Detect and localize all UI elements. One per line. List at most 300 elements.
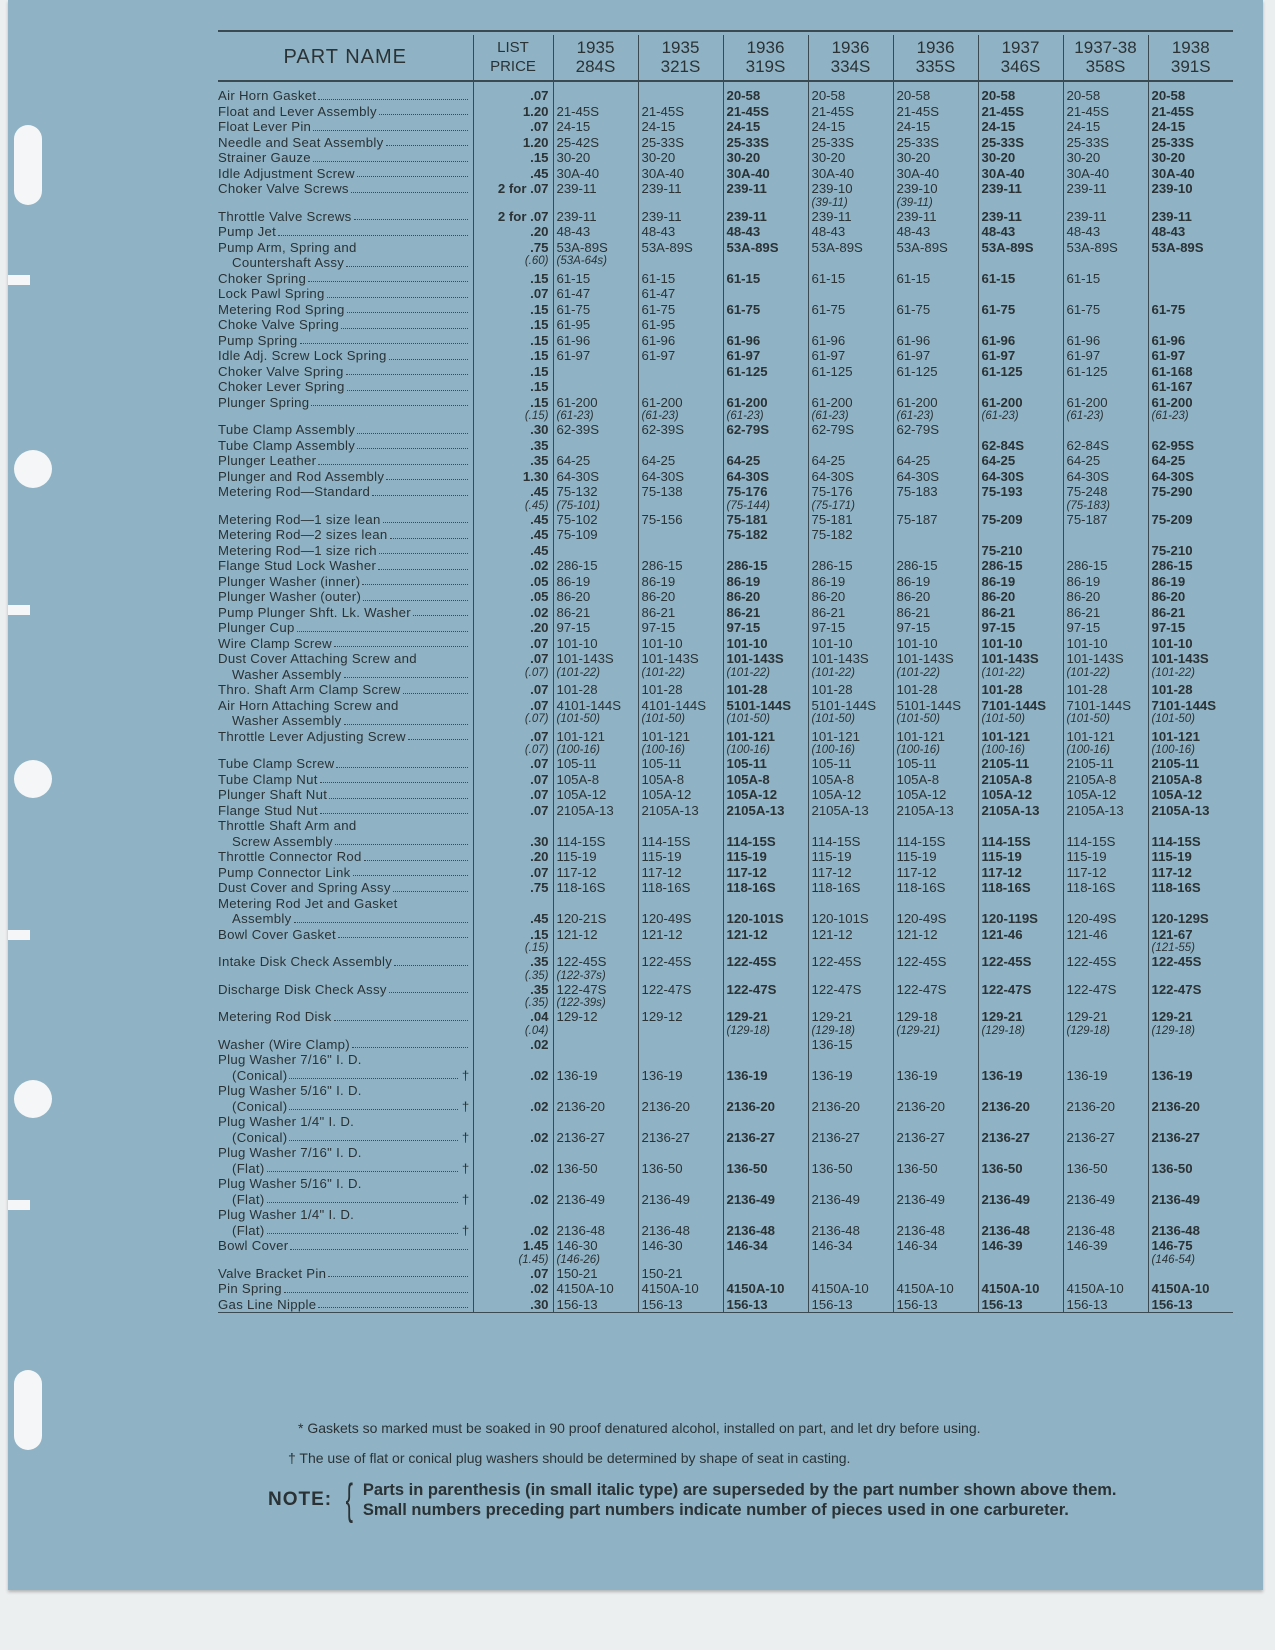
part-number-cell [1148, 209, 1233, 225]
part-number-cell [1063, 166, 1148, 182]
part-number-cell [893, 620, 978, 636]
spacer [897, 1207, 975, 1223]
part-number-cell [638, 1009, 723, 1037]
part-number-cell [723, 119, 808, 135]
superseded-part-number: (101-50) [811, 713, 855, 725]
part-number-cell [893, 865, 978, 881]
part-name-text: Valve Bracket Pin [218, 1265, 327, 1281]
leader-dots [362, 574, 467, 586]
part-number: 118-16S [1066, 880, 1116, 895]
part-number-cell [638, 818, 723, 849]
leader-dots [294, 911, 468, 923]
part-number-cell [723, 1266, 808, 1282]
part-name-text: Plug Washer 1/4" I. D. [218, 1207, 355, 1222]
part-name-cell [218, 880, 473, 896]
part-number-cell [893, 333, 978, 349]
spacer [642, 1114, 720, 1130]
part-number-cell [723, 469, 808, 485]
part-number: 4150A-10 [1066, 1281, 1124, 1296]
part-number-cell [553, 682, 638, 698]
part-number-cell [808, 104, 893, 120]
part-number: 105A-12 [981, 787, 1033, 802]
part-name-text: Thro. Shaft Arm Clamp Screw [218, 682, 401, 697]
part-number-cell [1148, 880, 1233, 896]
part-name-cell [218, 1207, 473, 1238]
part-number: 129-21 [981, 1009, 1023, 1024]
table-row [218, 982, 1233, 1010]
part-number: 122-45S [726, 954, 777, 969]
spacer [982, 1052, 1060, 1068]
part-number: 117-12 [556, 864, 597, 880]
part-number-cell [553, 1281, 638, 1297]
leader-dots [329, 787, 467, 799]
part-number: 239-11 [726, 208, 767, 224]
part-number-cell [638, 982, 723, 1010]
model-year: 1936 [916, 38, 955, 57]
part-number: 2105A-8 [1066, 771, 1117, 787]
part-number: 75-209 [981, 511, 1023, 527]
part-number: 2136-48 [641, 1222, 690, 1238]
table-header-row [218, 35, 1233, 81]
spacer [897, 1052, 975, 1068]
part-number: 24-15 [981, 119, 1016, 134]
part-name-text: Plug Washer 7/16" I. D. [218, 1145, 362, 1160]
part-number-cell [638, 1114, 723, 1145]
part-number-cell [723, 605, 808, 621]
table-row [218, 209, 1233, 225]
part-number-cell [723, 927, 808, 955]
part-number-cell [808, 787, 893, 803]
part-number-cell [893, 209, 978, 225]
superseded-part-number: (101-50) [896, 713, 940, 725]
spacer [1067, 1207, 1145, 1223]
part-number: 115-19 [1151, 849, 1192, 864]
part-number-cell [1148, 379, 1233, 395]
part-number-cell [723, 317, 808, 333]
model-year: 1937-38 [1074, 38, 1137, 57]
superseded-price: (.04) [524, 1024, 549, 1037]
part-name-line [218, 166, 470, 182]
part-number: 20-58 [981, 88, 1016, 103]
list-price-cell [473, 453, 553, 469]
table-row [218, 271, 1233, 287]
part-number: 105A-12 [811, 787, 862, 802]
superseded-part-number: (122-37s) [556, 969, 606, 982]
part-number-cell [1148, 348, 1233, 364]
part-number-cell [1063, 512, 1148, 528]
part-number-cell [638, 302, 723, 318]
list-price-cell [473, 605, 553, 621]
superseded-part-number: (101-50) [556, 713, 600, 725]
part-number-cell [1148, 1281, 1233, 1297]
part-number: 61-200 [1151, 394, 1193, 410]
list-price-cell [473, 880, 553, 896]
leader-dots [378, 558, 467, 570]
part-number-cell [553, 849, 638, 865]
part-number-cell [1148, 1009, 1233, 1037]
part-name-cell [218, 438, 473, 454]
part-name-cell [218, 543, 473, 559]
part-number: 101-121 [556, 728, 605, 744]
list-price-header-line: LIST [497, 39, 529, 56]
model-number: 391S [1170, 57, 1211, 76]
table-row [218, 166, 1233, 182]
leader-dots [313, 150, 468, 162]
spacer [727, 818, 805, 834]
part-number: 75-181 [811, 511, 853, 527]
leader-dots [393, 880, 468, 892]
part-name-text: Lock Pawl Spring [218, 286, 325, 301]
part-number: 4150A-10 [641, 1281, 699, 1296]
part-number-cell [638, 927, 723, 955]
part-number-cell [978, 348, 1063, 364]
part-number: 2136-20 [1066, 1098, 1115, 1114]
part-number: 136-15 [811, 1036, 853, 1052]
part-number-cell [638, 574, 723, 590]
part-number-cell [638, 240, 723, 271]
part-number-cell [893, 527, 978, 543]
superseded-part-number: (121-55) [1151, 942, 1195, 954]
spacer [557, 1145, 635, 1161]
part-number-cell [638, 364, 723, 380]
price-value: 1.30 [522, 468, 549, 484]
price-value: .15 [530, 394, 549, 410]
leader-dots [318, 1297, 467, 1309]
part-number-cell [1063, 271, 1148, 287]
part-number-cell [638, 589, 723, 605]
part-name-cell [218, 1176, 473, 1207]
part-number-cell [553, 1176, 638, 1207]
part-number-cell [723, 150, 808, 166]
part-number-cell [723, 333, 808, 349]
binder-hole [14, 1080, 52, 1118]
part-number: 286-15 [896, 558, 938, 573]
list-price-cell [473, 849, 553, 865]
spacer [1067, 896, 1145, 912]
part-number: 61-95 [556, 317, 591, 332]
part-number: 61-96 [1151, 332, 1186, 348]
part-number-cell [723, 620, 808, 636]
list-price-cell [473, 379, 553, 395]
part-number-cell [978, 927, 1063, 955]
part-number: 64-30S [641, 468, 685, 484]
part-number-cell [553, 317, 638, 333]
list-price-header-line: PRICE [490, 58, 536, 75]
part-number-cell [553, 620, 638, 636]
superseded-part-number: (100-16) [556, 744, 600, 756]
part-number-cell [808, 756, 893, 772]
part-number-cell [723, 1297, 808, 1313]
leader-dots [390, 527, 468, 539]
part-number-cell [808, 333, 893, 349]
list-price-cell [473, 527, 553, 543]
part-number-cell [1063, 849, 1148, 865]
part-number-cell [978, 1176, 1063, 1207]
part-number-cell [808, 453, 893, 469]
spacer [1152, 1114, 1231, 1130]
part-number: 86-20 [981, 589, 1016, 604]
part-number-cell [893, 896, 978, 927]
part-number-cell [1148, 422, 1233, 438]
leader-dots [300, 333, 468, 345]
part-number: 101-10 [1066, 635, 1108, 651]
list-price-cell [473, 484, 553, 512]
part-name-line [218, 422, 470, 438]
price-value: .07 [530, 787, 549, 802]
part-number: 64-25 [981, 453, 1016, 468]
part-number-cell [723, 1009, 808, 1037]
part-number-cell [808, 1145, 893, 1176]
part-number: 61-96 [556, 332, 591, 348]
part-name-cell [218, 286, 473, 302]
part-number-cell [893, 286, 978, 302]
part-name-cell [218, 803, 473, 819]
leader-dots [386, 469, 467, 481]
leader-dots [357, 438, 467, 450]
part-number-cell [553, 453, 638, 469]
part-name-cell [218, 927, 473, 955]
part-number: 30-20 [1151, 150, 1186, 165]
table-row [218, 240, 1233, 271]
part-number: 2136-20 [726, 1098, 775, 1114]
part-number-cell [893, 1083, 978, 1114]
part-number-cell [553, 181, 638, 209]
part-name-cell [218, 348, 473, 364]
part-number-cell [1148, 1207, 1233, 1238]
part-number-cell [638, 682, 723, 698]
superseded-part-number: (75-144) [726, 499, 770, 512]
table-row [218, 803, 1233, 819]
part-number-cell [893, 150, 978, 166]
part-number: 61-96 [981, 332, 1016, 348]
part-number: 101-10 [1151, 635, 1193, 651]
table-row [218, 484, 1233, 512]
part-name-text: Idle Adj. Screw Lock Spring [218, 348, 387, 363]
price-value: 1.20 [522, 134, 549, 150]
part-number: 61-15 [726, 270, 761, 286]
part-name-line [218, 1192, 470, 1208]
part-name-cell [218, 698, 473, 729]
part-name-text: Plunger Shaft Nut [218, 787, 328, 802]
part-number-cell [723, 271, 808, 287]
spacer [642, 896, 720, 912]
part-number: 2136-48 [726, 1222, 775, 1238]
part-number-cell [1063, 620, 1148, 636]
part-number: 61-75 [726, 301, 761, 317]
part-name-cell [218, 756, 473, 772]
part-number-cell [723, 896, 808, 927]
list-price-cell [473, 150, 553, 166]
part-number: 53A-89S [726, 239, 779, 255]
model-year: 1936 [831, 38, 870, 57]
superseded-part-number: (129-18) [726, 1024, 770, 1037]
table-row [218, 1176, 1233, 1207]
superseded-part-number: (100-16) [641, 744, 685, 756]
part-name-text: Air Horn Attaching Screw and [218, 697, 399, 713]
part-name-cell [218, 150, 473, 166]
part-number-cell [808, 422, 893, 438]
part-number: 136-50 [1066, 1160, 1108, 1176]
spacer [477, 1145, 549, 1161]
part-name-text: (Conical) [232, 1098, 288, 1114]
note-line: Parts in parenthesis (in small italic type) are superseded by the part number shown above them. [362, 1481, 1117, 1499]
part-number: 4150A-10 [1151, 1281, 1210, 1296]
leader-dots [328, 1266, 467, 1278]
part-number: 61-200 [896, 394, 938, 410]
part-name-line [218, 484, 470, 500]
part-number-cell [1063, 772, 1148, 788]
part-number: 136-19 [1151, 1067, 1193, 1083]
part-number-cell [978, 512, 1063, 528]
part-number-cell [638, 1176, 723, 1207]
part-number: 101-143S [556, 651, 614, 666]
part-name-text: Pump Jet [218, 224, 277, 239]
part-name-line [218, 834, 470, 850]
list-price-cell [473, 787, 553, 803]
model-year: 1938 [1171, 38, 1210, 57]
part-number: 25-33S [726, 134, 770, 150]
leader-dots [357, 166, 468, 178]
spacer [812, 1083, 890, 1099]
spacer [727, 896, 805, 912]
part-number: 120-129S [1151, 911, 1209, 926]
part-number-cell [978, 1009, 1063, 1037]
part-number: 105A-8 [896, 771, 940, 787]
part-name-text: Washer Assembly [232, 713, 342, 728]
part-number: 136-19 [1066, 1067, 1108, 1083]
price-value: .30 [530, 1296, 549, 1312]
list-price-cell [473, 240, 553, 271]
part-number: 75-132 [556, 484, 598, 499]
part-number: 48-43 [981, 224, 1016, 239]
superseded-part-number: (101-50) [981, 713, 1025, 725]
superseded-price: (.07) [524, 744, 549, 756]
part-number: 7101-144S [981, 697, 1047, 713]
part-name-cell [218, 849, 473, 865]
part-number-cell [1148, 1176, 1233, 1207]
part-name-line [218, 574, 470, 590]
part-number-cell [638, 119, 723, 135]
part-name-text: (Flat) [232, 1160, 265, 1176]
part-number-cell [638, 543, 723, 559]
price-value: .15 [530, 270, 549, 286]
part-number: 2136-49 [641, 1191, 690, 1207]
part-number: 75-156 [641, 511, 683, 527]
part-number: 146-39 [981, 1238, 1023, 1253]
part-number-cell [553, 589, 638, 605]
list-price-cell [473, 1281, 553, 1297]
part-number: 2105-11 [1066, 756, 1114, 771]
part-number: 105A-12 [1151, 787, 1203, 802]
part-number: 61-200 [981, 394, 1023, 410]
part-number-cell [638, 756, 723, 772]
part-number: 5101-144S [811, 697, 877, 713]
part-number-cell [893, 1037, 978, 1053]
part-number: 2136-27 [811, 1129, 860, 1145]
list-price-cell [473, 1052, 553, 1083]
part-number-cell [1148, 865, 1233, 881]
part-number-cell [808, 1009, 893, 1037]
part-number-cell [1148, 605, 1233, 621]
part-number: 75-248 [1066, 484, 1108, 499]
part-number-cell [638, 104, 723, 120]
superseded-part-number: (100-16) [896, 744, 940, 756]
part-number-cell [808, 438, 893, 454]
part-number-cell [893, 348, 978, 364]
part-number-cell [1148, 395, 1233, 423]
table-row [218, 512, 1233, 528]
part-number: 121-12 [556, 926, 598, 942]
part-number: 101-121 [1066, 728, 1115, 744]
leader-dots [347, 302, 468, 314]
spacer [642, 1207, 720, 1223]
model-column-header [723, 35, 808, 81]
price-value: .35 [530, 981, 549, 997]
part-number-cell [723, 651, 808, 682]
part-number-cell [1148, 772, 1233, 788]
model-year: 1935 [576, 38, 615, 57]
part-number-cell [553, 1083, 638, 1114]
superseded-part-number: (101-50) [726, 713, 770, 725]
part-number: 25-33S [1151, 134, 1195, 150]
part-name-cell [218, 240, 473, 271]
part-number: 62-84S [1066, 437, 1110, 453]
part-number: 61-125 [1066, 363, 1108, 379]
part-number-cell [638, 333, 723, 349]
price-value: .02 [530, 1129, 549, 1145]
part-number-cell [553, 527, 638, 543]
superseded-part-number: (75-171) [811, 499, 855, 512]
part-number-cell [1148, 982, 1233, 1010]
model-number: 321S [660, 57, 701, 76]
part-number-cell [893, 1145, 978, 1176]
part-name-text: Choke Valve Spring [218, 317, 339, 332]
part-name-text: Dust Cover Attaching Screw and [218, 651, 417, 666]
superseded-price: (.15) [524, 410, 549, 422]
part-number-cell [808, 364, 893, 380]
leader-dots [357, 422, 467, 434]
part-number: 4101-144S [556, 697, 622, 713]
price-value: 2 for .07 [497, 181, 549, 196]
part-number: 25-33S [1066, 134, 1110, 150]
part-number-cell [1063, 896, 1148, 927]
table-row [218, 1281, 1233, 1297]
part-number-cell [978, 1145, 1063, 1176]
binder-notch [8, 275, 30, 285]
part-number: 2136-20 [1151, 1098, 1200, 1114]
superseded-part-number: (61-23) [981, 410, 1019, 422]
part-number-cell [638, 1266, 723, 1282]
part-number-cell [553, 651, 638, 682]
part-number-cell [553, 1238, 638, 1266]
spacer [642, 1052, 720, 1068]
part-number: 21-45S [811, 103, 855, 119]
part-number-cell [1148, 317, 1233, 333]
part-number-cell [893, 818, 978, 849]
part-number: 117-12 [641, 864, 682, 880]
list-price-cell [473, 512, 553, 528]
part-number: 101-28 [556, 682, 598, 697]
part-name-line [218, 713, 470, 729]
part-name-line [218, 209, 470, 225]
part-name-text: Choker Lever Spring [218, 379, 345, 394]
part-number-cell [553, 379, 638, 395]
part-number-cell [553, 150, 638, 166]
part-number-cell [978, 849, 1063, 865]
part-name-cell [218, 527, 473, 543]
part-number: 101-121 [1151, 728, 1200, 744]
part-number-cell [978, 333, 1063, 349]
